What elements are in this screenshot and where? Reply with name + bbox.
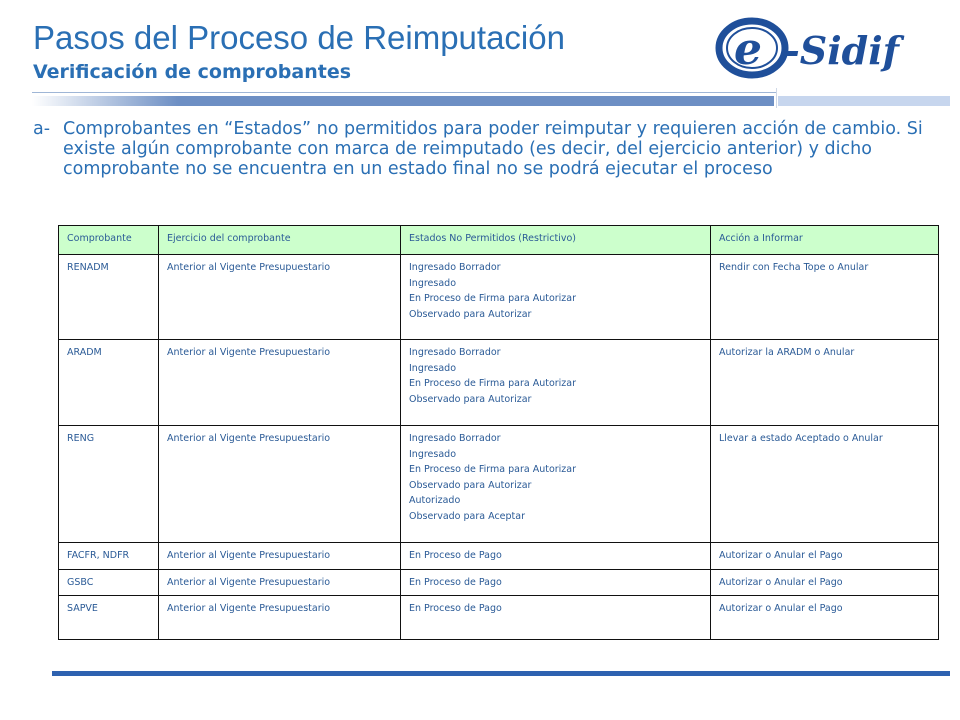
table-row [59, 426, 939, 543]
estado-item: En Proceso de Pago [409, 603, 502, 614]
estado-item: Autorizado [409, 495, 461, 506]
svg-text:e: e [734, 24, 762, 75]
estado-item: Ingresado Borrador [409, 347, 501, 358]
estado-item: En Proceso de Firma para Autorizar [409, 464, 577, 475]
cell-comprobante: RENADM [59, 255, 159, 340]
svg-text:-Sidif: -Sidif [784, 28, 900, 73]
header-bar [178, 96, 774, 106]
estado-item: Observado para Aceptar [409, 510, 525, 522]
estado-item: Ingresado Borrador [409, 433, 501, 444]
header-bar-light [778, 96, 950, 106]
footer-bar [52, 671, 950, 676]
estado-item: Observado para Autorizar [409, 479, 532, 491]
col-header-comprobante: Comprobante [59, 226, 159, 255]
table-row [59, 340, 939, 426]
page-subtitle: Verificación de comprobantes [33, 61, 352, 83]
cell-ejercicio: Anterior al Vigente Presupuestario [159, 569, 401, 596]
cell-estados [401, 569, 711, 596]
cell-ejercicio: Anterior al Vigente Presupuestario [159, 255, 401, 340]
cell-accion: Autorizar o Anular el Pago [711, 543, 939, 570]
table-row [59, 596, 939, 640]
header-bar-fade [32, 96, 178, 106]
cell-accion: Autorizar la ARADM o Anular [711, 340, 939, 426]
table-row [59, 569, 939, 596]
estado-item: En Proceso de Pago [409, 550, 502, 561]
cell-comprobante: SAPVE [59, 596, 159, 640]
col-header-estados: Estados No Permitidos (Restrictivo) [401, 226, 711, 255]
cell-accion: Autorizar o Anular el Pago [711, 596, 939, 640]
comprobantes-table-container [58, 225, 938, 640]
cell-ejercicio: Anterior al Vigente Presupuestario [159, 543, 401, 570]
table-row [59, 543, 939, 570]
estado-item: En Proceso de Firma para Autorizar [409, 378, 577, 389]
table-row [59, 255, 939, 340]
estado-item: Observado para Autorizar [409, 308, 532, 320]
estado-item: En Proceso de Pago [409, 576, 502, 588]
col-header-accion: Acción a Informar [711, 226, 939, 255]
cell-estados [401, 255, 711, 340]
intro-text: Comprobantes en “Estados” no permitidos para poder reimputar y requieren acción de cambio. Si existe algún comprobante con marca de reimputado (es decir, del ejercicio anterior) y dicho comprobante no se encuentra en un estado final no se podrá ejecutar el proceso [63, 119, 923, 179]
cell-estados [401, 543, 711, 570]
cell-ejercicio: Anterior al Vigente Presupuestario [159, 596, 401, 640]
estado-item: Ingresado [409, 277, 457, 289]
comprobantes-table [58, 225, 939, 640]
cell-ejercicio: Anterior al Vigente Presupuestario [159, 340, 401, 426]
cell-comprobante: ARADM [59, 340, 159, 426]
cell-ejercicio: Anterior al Vigente Presupuestario [159, 426, 401, 543]
cell-comprobante: GSBC [59, 569, 159, 596]
e-sidif-logo [712, 12, 948, 84]
header-divider-line [32, 92, 776, 93]
header-divider-tick [776, 88, 777, 108]
cell-comprobante: FACFR, NDFR [59, 543, 159, 570]
col-header-ejercicio: Ejercicio del comprobante [159, 226, 401, 255]
intro-paragraph [33, 119, 938, 179]
cell-accion: Llevar a estado Aceptado o Anular [711, 426, 939, 543]
table-header-row [59, 226, 939, 255]
estado-item: Observado para Autorizar [409, 393, 532, 405]
estado-item: Ingresado Borrador [409, 262, 501, 273]
estado-item: Ingresado [409, 362, 457, 374]
cell-estados [401, 340, 711, 426]
cell-comprobante: RENG [59, 426, 159, 543]
page-title: Pasos del Proceso de Reimputación [33, 19, 565, 56]
intro-label: a- [33, 119, 51, 139]
estado-item: Ingresado [409, 448, 457, 460]
estado-item: En Proceso de Firma para Autorizar [409, 293, 577, 304]
cell-estados [401, 596, 711, 640]
cell-estados [401, 426, 711, 543]
cell-accion: Rendir con Fecha Tope o Anular [711, 255, 939, 340]
cell-accion: Autorizar o Anular el Pago [711, 569, 939, 596]
